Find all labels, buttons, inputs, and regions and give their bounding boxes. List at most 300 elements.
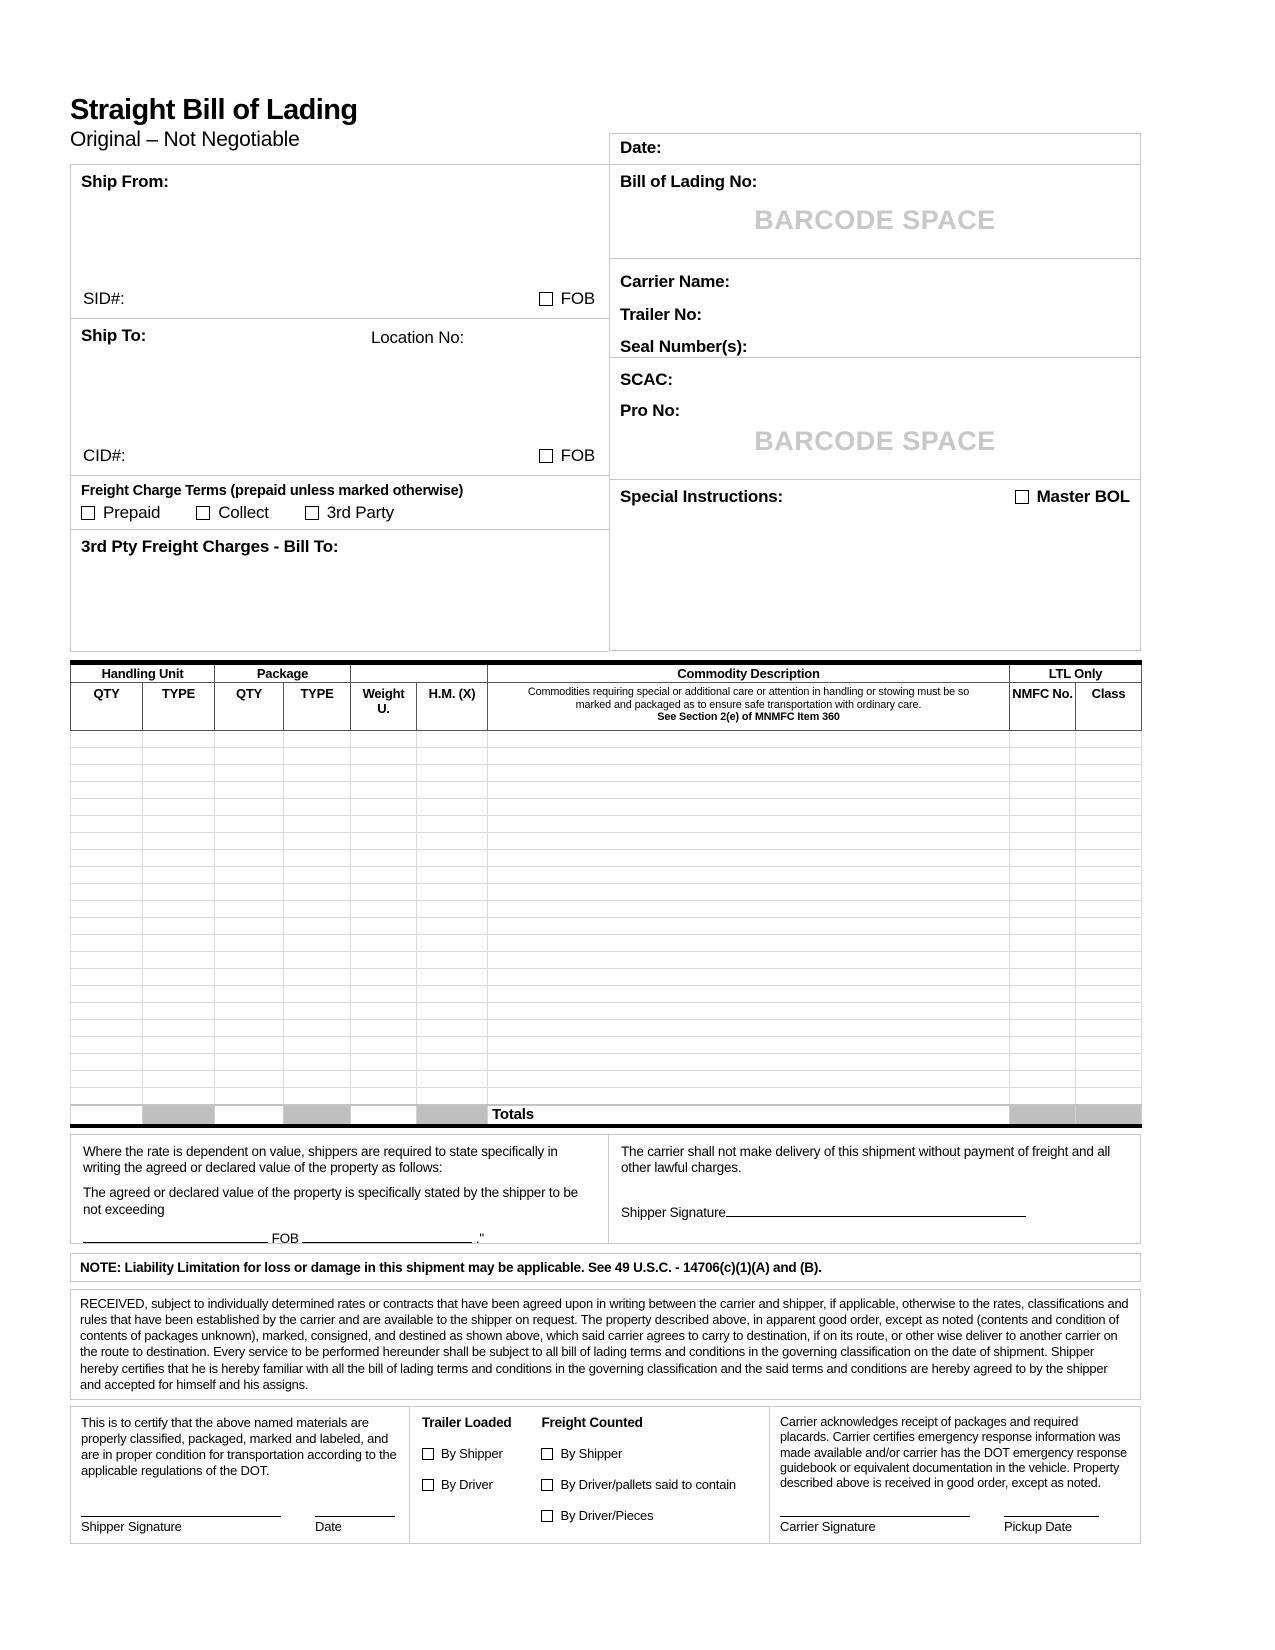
table-empty-cell bbox=[143, 748, 215, 765]
class-header: Class bbox=[1076, 683, 1142, 731]
table-empty-cell bbox=[1076, 1088, 1142, 1105]
table-empty-row bbox=[71, 1037, 1142, 1054]
table-empty-cell bbox=[1010, 1037, 1076, 1054]
table-empty-cell bbox=[1010, 1071, 1076, 1088]
table-empty-cell bbox=[351, 816, 417, 833]
table-empty-cell bbox=[1076, 765, 1142, 782]
table-empty-cell bbox=[1076, 867, 1142, 884]
table-empty-row bbox=[71, 731, 1142, 748]
table-empty-cell bbox=[417, 748, 488, 765]
carrier-name-label: Carrier Name: bbox=[620, 272, 730, 291]
table-empty-cell bbox=[143, 799, 215, 816]
table-empty-cell bbox=[417, 884, 488, 901]
trailer-by-driver-label: By Driver bbox=[441, 1477, 493, 1492]
table-empty-cell bbox=[284, 867, 351, 884]
table-empty-cell bbox=[351, 833, 417, 850]
table-empty-cell bbox=[71, 935, 143, 952]
table-empty-cell bbox=[71, 918, 143, 935]
table-empty-cell bbox=[1010, 833, 1076, 850]
table-empty-row bbox=[71, 833, 1142, 850]
table-empty-cell bbox=[1076, 952, 1142, 969]
table-empty-cell bbox=[351, 986, 417, 1003]
counted-by-driver-pallets-checkbox[interactable] bbox=[541, 1479, 553, 1491]
table-empty-cell bbox=[417, 782, 488, 799]
date-section bbox=[609, 133, 1141, 165]
handling-unit-group-header: Handling Unit bbox=[71, 663, 215, 683]
table-empty-cell bbox=[284, 816, 351, 833]
table-empty-cell bbox=[143, 731, 215, 748]
table-empty-cell bbox=[215, 1037, 284, 1054]
commodity-note-line2: marked and packaged as to ensure safe transportation with ordinary care. bbox=[575, 698, 922, 711]
counted-by-driver-pieces-option bbox=[541, 1508, 735, 1523]
table-empty-cell bbox=[1010, 850, 1076, 867]
commodity-note-header bbox=[488, 683, 1010, 731]
loading-counting-box bbox=[410, 1406, 770, 1544]
fob-option-ship-from bbox=[539, 289, 595, 309]
totals-hm-cell bbox=[417, 1105, 488, 1126]
table-empty-cell bbox=[71, 1003, 143, 1020]
table-empty-row bbox=[71, 935, 1142, 952]
master-bol-checkbox[interactable] bbox=[1015, 490, 1029, 504]
table-empty-cell bbox=[1010, 748, 1076, 765]
table-empty-cell bbox=[143, 969, 215, 986]
table-empty-cell bbox=[351, 1020, 417, 1037]
table-empty-cell bbox=[71, 884, 143, 901]
declared-value-left bbox=[70, 1134, 609, 1247]
table-empty-row bbox=[71, 799, 1142, 816]
table-empty-cell bbox=[351, 1071, 417, 1088]
third-party-bill-to-section bbox=[70, 529, 609, 652]
table-empty-cell bbox=[284, 799, 351, 816]
table-empty-cell bbox=[215, 918, 284, 935]
table-empty-cell bbox=[215, 867, 284, 884]
pro-no-label: Pro No: bbox=[620, 400, 680, 420]
table-empty-cell bbox=[488, 799, 1010, 816]
top-right-column bbox=[609, 95, 1141, 651]
table-empty-cell bbox=[1076, 901, 1142, 918]
table-empty-cell bbox=[488, 748, 1010, 765]
table-empty-cell bbox=[143, 918, 215, 935]
third-party-bill-to-label: 3rd Pty Freight Charges - Bill To: bbox=[81, 537, 339, 556]
table-empty-cell bbox=[143, 816, 215, 833]
table-empty-cell bbox=[1076, 833, 1142, 850]
table-empty-row bbox=[71, 1054, 1142, 1071]
table-empty-cell bbox=[143, 901, 215, 918]
table-empty-cell bbox=[1010, 884, 1076, 901]
table-empty-cell bbox=[351, 748, 417, 765]
trailer-no-label: Trailer No: bbox=[620, 304, 702, 324]
declared-value-end-mark: ." bbox=[475, 1231, 484, 1247]
freight-counted-label: Freight Counted bbox=[541, 1415, 643, 1430]
table-empty-cell bbox=[1076, 1037, 1142, 1054]
declared-value-right bbox=[609, 1134, 1141, 1244]
ltl-only-group-header: LTL Only bbox=[1010, 663, 1142, 683]
ship-to-label: Ship To: bbox=[81, 326, 147, 345]
table-empty-cell bbox=[215, 1054, 284, 1071]
table-empty-cell bbox=[143, 952, 215, 969]
table-empty-cell bbox=[284, 731, 351, 748]
table-empty-cell bbox=[143, 1020, 215, 1037]
table-empty-cell bbox=[215, 935, 284, 952]
declared-value-blank-1[interactable] bbox=[83, 1230, 268, 1243]
table-empty-cell bbox=[351, 1037, 417, 1054]
table-empty-cell bbox=[71, 969, 143, 986]
table-empty-cell bbox=[284, 986, 351, 1003]
table-empty-cell bbox=[488, 1003, 1010, 1020]
table-empty-cell bbox=[71, 901, 143, 918]
table-empty-row bbox=[71, 901, 1142, 918]
trailer-by-shipper-option bbox=[422, 1446, 511, 1461]
table-empty-cell bbox=[1076, 1054, 1142, 1071]
carrier-section bbox=[609, 258, 1141, 358]
table-empty-row bbox=[71, 918, 1142, 935]
table-empty-cell bbox=[284, 833, 351, 850]
declared-value-fob-line bbox=[83, 1230, 596, 1247]
table-empty-cell bbox=[284, 1003, 351, 1020]
declared-value-blank-2[interactable] bbox=[302, 1230, 472, 1243]
carrier-acknowledgement-box bbox=[770, 1406, 1141, 1544]
counted-by-shipper-checkbox[interactable] bbox=[541, 1448, 553, 1460]
commodity-description-header: Commodity Description bbox=[488, 663, 1010, 683]
trailer-loaded-column bbox=[422, 1415, 511, 1535]
totals-nmfc-cell bbox=[1010, 1105, 1076, 1126]
seal-numbers-label: Seal Number(s): bbox=[620, 337, 748, 357]
table-empty-cell bbox=[488, 1037, 1010, 1054]
table-empty-cell bbox=[1076, 1071, 1142, 1088]
shipper-signature-inline-label: Shipper Signature bbox=[621, 1205, 726, 1221]
counted-by-shipper-label: By Shipper bbox=[560, 1446, 623, 1461]
table-empty-cell bbox=[417, 833, 488, 850]
totals-handling-type-cell bbox=[143, 1105, 215, 1126]
prepaid-checkbox[interactable] bbox=[81, 506, 95, 520]
table-empty-cell bbox=[71, 867, 143, 884]
table-empty-cell bbox=[417, 935, 488, 952]
table-empty-cell bbox=[1076, 850, 1142, 867]
table-empty-cell bbox=[417, 765, 488, 782]
table-empty-cell bbox=[488, 969, 1010, 986]
table-empty-cell bbox=[1076, 986, 1142, 1003]
table-empty-cell bbox=[351, 782, 417, 799]
table-empty-row bbox=[71, 782, 1142, 799]
trailer-loaded-label: Trailer Loaded bbox=[422, 1415, 512, 1430]
table-empty-cell bbox=[417, 850, 488, 867]
pickup-date-line[interactable]: Pickup Date bbox=[1004, 1516, 1099, 1535]
table-empty-row bbox=[71, 969, 1142, 986]
certify-text: This is to certify that the above named materials are properly classified, packaged, marked and labeled, and are in proper condition for transportation according to the applicable regulations of the DOT. bbox=[81, 1415, 397, 1479]
table-empty-cell bbox=[284, 1071, 351, 1088]
counted-by-driver-pieces-checkbox[interactable] bbox=[541, 1510, 553, 1522]
shipper-date-line[interactable]: Date bbox=[315, 1516, 395, 1535]
table-empty-cell bbox=[71, 833, 143, 850]
table-empty-cell bbox=[71, 850, 143, 867]
table-empty-cell bbox=[284, 901, 351, 918]
table-empty-cell bbox=[71, 765, 143, 782]
table-empty-cell bbox=[71, 986, 143, 1003]
cid-label: CID#: bbox=[83, 446, 126, 465]
fob-option-ship-to bbox=[539, 446, 595, 466]
table-empty-cell bbox=[215, 1003, 284, 1020]
table-empty-cell bbox=[488, 952, 1010, 969]
table-empty-cell bbox=[1076, 1020, 1142, 1037]
table-empty-cell bbox=[488, 1054, 1010, 1071]
table-empty-cell bbox=[1010, 816, 1076, 833]
table-empty-cell bbox=[417, 1054, 488, 1071]
table-empty-cell bbox=[71, 1020, 143, 1037]
table-empty-cell bbox=[215, 748, 284, 765]
table-empty-cell bbox=[488, 833, 1010, 850]
table-empty-cell bbox=[1076, 884, 1142, 901]
table-empty-cell bbox=[215, 952, 284, 969]
fob-label-ship-to: FOB bbox=[560, 446, 595, 465]
table-empty-cell bbox=[417, 1020, 488, 1037]
table-empty-cell bbox=[215, 799, 284, 816]
table-empty-cell bbox=[143, 782, 215, 799]
commodity-note-line1: Commodities requiring special or additional care or attention in handling or stowing must be so bbox=[527, 686, 970, 698]
table-empty-cell bbox=[488, 816, 1010, 833]
table-empty-row bbox=[71, 765, 1142, 782]
table-empty-cell bbox=[71, 1037, 143, 1054]
table-empty-cell bbox=[488, 782, 1010, 799]
liability-note: NOTE: Liability Limitation for loss or damage in this shipment may be applicable. See 49 U.S.C. - 14706(c)(1)(A) and (B). bbox=[70, 1253, 1141, 1282]
table-empty-cell bbox=[1076, 799, 1142, 816]
shipper-signature-line[interactable]: Shipper Signature bbox=[81, 1516, 281, 1535]
bottom-section bbox=[70, 1406, 1141, 1544]
fob-label-ship-from: FOB bbox=[560, 289, 595, 308]
table-empty-cell bbox=[417, 1088, 488, 1105]
page-title: Straight Bill of Lading bbox=[70, 94, 358, 126]
table-empty-cell bbox=[1010, 935, 1076, 952]
shipper-signature-inline-line[interactable] bbox=[726, 1204, 1026, 1217]
table-empty-cell bbox=[284, 748, 351, 765]
table-empty-cell bbox=[488, 986, 1010, 1003]
table-column-header-row bbox=[71, 683, 1142, 731]
table-empty-cell bbox=[143, 1054, 215, 1071]
hm-header: H.M. (X) bbox=[417, 683, 488, 731]
third-party-option bbox=[305, 503, 394, 523]
collect-label: Collect bbox=[218, 503, 269, 522]
third-party-checkbox[interactable] bbox=[305, 506, 319, 520]
carrier-ack-text: Carrier acknowledges receipt of packages and required placards. Carrier certifies emergency response information was made available and/or carrier has the DOT emergency response guidebook or equivalent documentation in the vehicle. Property described above is received in good order, except as noted. bbox=[780, 1415, 1127, 1491]
table-empty-cell bbox=[417, 986, 488, 1003]
table-empty-cell bbox=[1076, 782, 1142, 799]
table-empty-cell bbox=[215, 969, 284, 986]
table-empty-cell bbox=[351, 918, 417, 935]
fob-checkbox-ship-to[interactable] bbox=[539, 449, 553, 463]
table-empty-cell bbox=[284, 765, 351, 782]
package-type-header: TYPE bbox=[284, 683, 351, 731]
carrier-signature-line[interactable]: Carrier Signature bbox=[780, 1516, 970, 1535]
table-empty-cell bbox=[71, 816, 143, 833]
declared-value-para2: The agreed or declared value of the property is specifically stated by the shipper to be not exceeding bbox=[83, 1185, 578, 1217]
table-empty-row bbox=[71, 748, 1142, 765]
date-label: Date: bbox=[620, 138, 662, 157]
totals-handling-qty-cell bbox=[71, 1105, 143, 1126]
table-empty-cell bbox=[351, 867, 417, 884]
table-empty-cell bbox=[1010, 1020, 1076, 1037]
table-empty-cell bbox=[1010, 901, 1076, 918]
table-empty-cell bbox=[215, 850, 284, 867]
table-empty-cell bbox=[1076, 816, 1142, 833]
counted-by-driver-pallets-label: By Driver/pallets said to contain bbox=[560, 1477, 736, 1492]
table-empty-cell bbox=[488, 1071, 1010, 1088]
trailer-by-driver-option bbox=[422, 1477, 511, 1492]
table-empty-cell bbox=[284, 850, 351, 867]
ship-from-label: Ship From: bbox=[81, 172, 169, 191]
package-group-header: Package bbox=[215, 663, 351, 683]
table-empty-cell bbox=[1010, 782, 1076, 799]
declared-value-para1: Where the rate is dependent on value, shippers are required to state specifically in writing the agreed or declared value of the property as follows: bbox=[83, 1143, 558, 1175]
table-empty-cell bbox=[215, 833, 284, 850]
table-empty-cell bbox=[1076, 918, 1142, 935]
trailer-by-shipper-label: By Shipper bbox=[441, 1446, 503, 1461]
table-empty-cell bbox=[1010, 765, 1076, 782]
top-section bbox=[70, 95, 1141, 652]
table-empty-row bbox=[71, 1003, 1142, 1020]
table-empty-cell bbox=[1010, 731, 1076, 748]
special-instructions-label: Special Instructions: bbox=[620, 487, 784, 506]
table-empty-cell bbox=[1010, 952, 1076, 969]
table-empty-cell bbox=[71, 799, 143, 816]
table-empty-cell bbox=[284, 952, 351, 969]
third-party-label: 3rd Party bbox=[326, 503, 394, 522]
table-empty-cell bbox=[1076, 731, 1142, 748]
trailer-by-driver-checkbox[interactable] bbox=[422, 1479, 434, 1491]
table-empty-cell bbox=[143, 935, 215, 952]
fob-checkbox-ship-from[interactable] bbox=[539, 292, 553, 306]
table-empty-row bbox=[71, 884, 1142, 901]
table-empty-cell bbox=[488, 1020, 1010, 1037]
table-empty-cell bbox=[351, 952, 417, 969]
table-empty-row bbox=[71, 867, 1142, 884]
table-empty-cell bbox=[351, 1003, 417, 1020]
commodity-table bbox=[70, 660, 1142, 1128]
table-empty-cell bbox=[1010, 1088, 1076, 1105]
table-empty-cell bbox=[143, 833, 215, 850]
table-empty-cell bbox=[71, 1054, 143, 1071]
title-block bbox=[70, 95, 609, 165]
table-empty-cell bbox=[351, 1054, 417, 1071]
master-bol-label: Master BOL bbox=[1036, 487, 1130, 506]
table-empty-cell bbox=[1010, 986, 1076, 1003]
location-no-label: Location No: bbox=[371, 328, 465, 347]
nmfc-no-header: NMFC No. bbox=[1010, 683, 1076, 731]
table-empty-row bbox=[71, 952, 1142, 969]
weight-header: Weight U. bbox=[351, 683, 417, 731]
table-empty-cell bbox=[71, 782, 143, 799]
table-empty-cell bbox=[143, 765, 215, 782]
freight-terms-label: Freight Charge Terms (prepaid unless marked otherwise) bbox=[81, 483, 464, 499]
top-left-column bbox=[70, 95, 609, 652]
handling-type-header: TYPE bbox=[143, 683, 215, 731]
table-empty-cell bbox=[284, 935, 351, 952]
table-empty-cell bbox=[71, 731, 143, 748]
table-empty-cell bbox=[215, 901, 284, 918]
bill-of-lading-no-section bbox=[609, 164, 1141, 259]
table-empty-cell bbox=[488, 901, 1010, 918]
bol-no-label: Bill of Lading No: bbox=[620, 172, 758, 191]
collect-checkbox[interactable] bbox=[196, 506, 210, 520]
table-empty-cell bbox=[1010, 918, 1076, 935]
counted-by-driver-pallets-option bbox=[541, 1477, 735, 1492]
table-empty-cell bbox=[351, 969, 417, 986]
table-empty-row bbox=[71, 1020, 1142, 1037]
table-empty-cell bbox=[215, 986, 284, 1003]
table-empty-cell bbox=[488, 850, 1010, 867]
ship-to-section bbox=[70, 318, 609, 476]
commodity-note-line3: See Section 2(e) of MNMFC Item 360 bbox=[657, 711, 840, 724]
shipper-signature-inline bbox=[621, 1204, 1128, 1221]
certify-box bbox=[70, 1406, 410, 1544]
table-empty-cell bbox=[1010, 969, 1076, 986]
table-empty-cell bbox=[417, 901, 488, 918]
table-empty-cell bbox=[488, 884, 1010, 901]
page-subtitle: Original – Not Negotiable bbox=[70, 128, 300, 152]
top-right-spacer bbox=[609, 95, 1141, 133]
table-empty-cell bbox=[351, 799, 417, 816]
bill-of-lading-document bbox=[70, 95, 1141, 1544]
table-empty-cell bbox=[284, 1037, 351, 1054]
table-empty-row bbox=[71, 1088, 1142, 1105]
table-empty-cell bbox=[351, 1088, 417, 1105]
table-empty-cell bbox=[351, 765, 417, 782]
carrier-delivery-para: The carrier shall not make delivery of this shipment without payment of freight and all other lawful charges. bbox=[621, 1143, 1111, 1175]
table-empty-cell bbox=[143, 986, 215, 1003]
master-bol-option bbox=[1015, 487, 1130, 507]
table-empty-cell bbox=[1010, 1054, 1076, 1071]
prepaid-option bbox=[81, 503, 160, 523]
table-empty-cell bbox=[143, 850, 215, 867]
ship-from-section bbox=[70, 164, 609, 319]
received-terms-paragraph: RECEIVED, subject to individually determined rates or contracts that have been agreed upon in writing between the carrier and shipper, if applicable, otherwise to the rates, classifications and rules that have been established by the carrier and are available to the shipper on request. The property described above, in apparent good order, except as noted (contents and condition of contents of packages unknown), marked, consigned, and destined as shown above, which said carrier agrees to carry to destination, if on its route, or other wise deliver to another carrier on the route to destination. Every service to be performed hereunder shall be subject to all bill of lading terms and conditions in the governing classification on the date of shipment. Shipper hereby certifies that he is hereby familiar with all the bill of lading terms and conditions in the governing classification and the said terms and conditions are hereby agreed to by the shipper and accepted for himself and his assigns. bbox=[70, 1289, 1141, 1401]
table-empty-cell bbox=[284, 1020, 351, 1037]
table-empty-cell bbox=[284, 918, 351, 935]
handling-qty-header: QTY bbox=[71, 683, 143, 731]
table-empty-row bbox=[71, 986, 1142, 1003]
totals-package-qty-cell bbox=[215, 1105, 284, 1126]
table-empty-cell bbox=[351, 935, 417, 952]
table-empty-cell bbox=[284, 1088, 351, 1105]
scac-section bbox=[609, 357, 1141, 480]
table-empty-cell bbox=[1076, 935, 1142, 952]
table-empty-cell bbox=[143, 1071, 215, 1088]
totals-row bbox=[71, 1105, 1142, 1126]
totals-label: Totals bbox=[488, 1105, 1010, 1126]
table-empty-cell bbox=[215, 1020, 284, 1037]
table-empty-cell bbox=[1076, 969, 1142, 986]
table-empty-cell bbox=[215, 884, 284, 901]
table-empty-cell bbox=[284, 782, 351, 799]
table-empty-cell bbox=[143, 867, 215, 884]
table-empty-row bbox=[71, 1071, 1142, 1088]
table-empty-cell bbox=[284, 884, 351, 901]
table-empty-cell bbox=[417, 1003, 488, 1020]
trailer-by-shipper-checkbox[interactable] bbox=[422, 1448, 434, 1460]
table-empty-cell bbox=[1010, 799, 1076, 816]
declared-value-section bbox=[70, 1134, 1141, 1247]
table-empty-cell bbox=[1076, 748, 1142, 765]
freight-counted-column bbox=[541, 1415, 735, 1535]
collect-option bbox=[196, 503, 269, 523]
table-empty-cell bbox=[215, 731, 284, 748]
table-empty-cell bbox=[1010, 867, 1076, 884]
totals-class-cell bbox=[1076, 1105, 1142, 1126]
table-empty-cell bbox=[71, 1088, 143, 1105]
table-empty-cell bbox=[417, 969, 488, 986]
table-empty-cell bbox=[1010, 1003, 1076, 1020]
table-empty-cell bbox=[351, 731, 417, 748]
table-empty-row bbox=[71, 816, 1142, 833]
table-empty-cell bbox=[488, 867, 1010, 884]
